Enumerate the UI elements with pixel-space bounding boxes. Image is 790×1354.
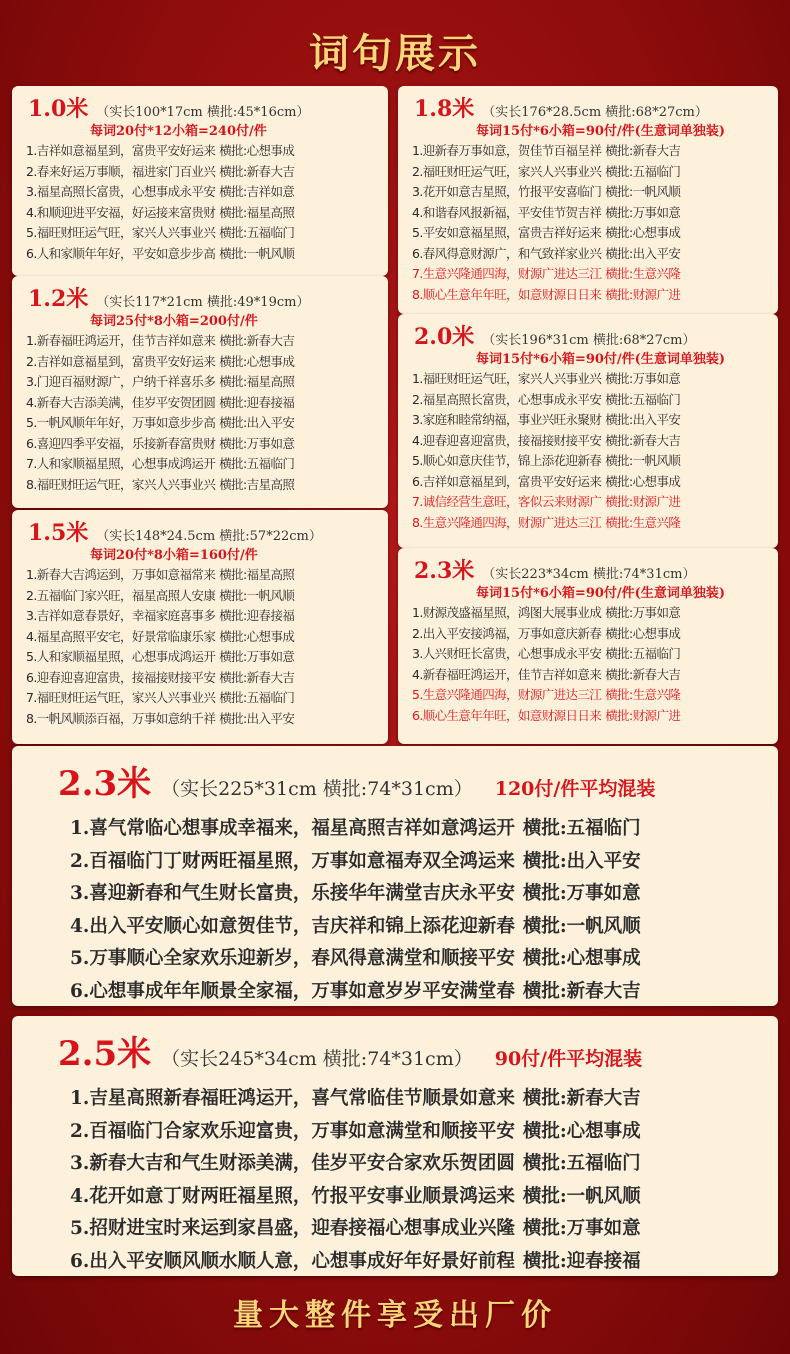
couplet-line: [398, 410, 778, 431]
horizontal-scroll-text: 横批:迎春接福: [219, 394, 295, 410]
couplet-text: 4.和谐春风报新福，平安佳节贺吉祥: [412, 204, 602, 220]
couplet-line: [398, 141, 778, 162]
horizontal-scroll-text: 横批:五福临门: [219, 456, 295, 471]
couplet-text: 6.喜迎四季平安福，乐接新春富贵财: [26, 435, 216, 451]
card-header: [398, 92, 778, 123]
packing-info: 每词15付*6小箱=90付/件(生意词单独装): [476, 586, 725, 601]
horizontal-scroll-text: 横批:出入平安: [219, 415, 295, 430]
horizontal-scroll-text: 横批:万事如意: [605, 371, 681, 386]
couplet-line: [398, 513, 778, 534]
dimension-spec: （实长148*24.5cm 横批:57*22cm）: [96, 529, 322, 544]
couplet-text: 5.招财进宝时来运到家昌盛，迎春接福心想事成业兴隆: [70, 1218, 515, 1239]
couplet-text: 3.人兴财旺长富贵，心想事成永平安: [412, 646, 602, 661]
couplet-text: 4.迎春迎喜迎富贵，接福接财接平安: [412, 432, 602, 448]
dimension-spec: （实长100*17cm 横批:45*16cm）: [96, 105, 310, 120]
horizontal-scroll-text: 横批:五福临门: [605, 391, 681, 407]
card-1-5m: [12, 510, 388, 744]
horizontal-scroll-text: 横批:一帆风顺: [605, 453, 681, 468]
horizontal-scroll-text: 横批:心想事成: [219, 143, 295, 158]
couplet-text: 1.财源茂盛福星照，鸿图大展事业成: [412, 605, 602, 620]
couplet-line: [12, 709, 388, 730]
couplet-line: [12, 1213, 778, 1246]
couplet-text: 4.新春大吉添美满，佳岁平安贺团圆: [26, 394, 216, 410]
horizontal-scroll-text: 横批:生意兴隆: [605, 687, 681, 702]
size-label: 2.0米: [414, 324, 475, 350]
card-header: [12, 282, 388, 313]
couplet-line: [12, 1148, 778, 1181]
couplet-line: [398, 644, 778, 665]
couplet-line: [12, 668, 388, 689]
couplet-text: 8.顺心生意年年旺，如意财源日日来: [412, 286, 602, 302]
couplet-text: 1.吉祥如意福星到，富贵平安好运来: [26, 143, 216, 158]
card-header: [12, 746, 778, 805]
horizontal-scroll-text: 横批:出入平安: [605, 245, 681, 261]
horizontal-scroll-text: 横批:新春大吉: [605, 666, 681, 682]
horizontal-scroll-text: 横批:迎春接福: [522, 1250, 641, 1272]
horizontal-scroll-text: 横批:出入平安: [219, 710, 295, 726]
horizontal-scroll-text: 横批:五福临门: [219, 690, 295, 705]
horizontal-scroll-text: 横批:万事如意: [522, 1218, 641, 1239]
horizontal-scroll-text: 横批:新春大吉: [522, 980, 641, 1002]
couplet-line: [398, 182, 778, 203]
couplet-line: [398, 451, 778, 472]
couplet-line: [12, 586, 388, 607]
footer-slogan: 量大整件享受出厂价: [233, 1298, 557, 1333]
couplet-text: 6.春风得意财源广，和气致祥家业兴: [412, 245, 602, 261]
packing-info: 90付/件平均混装: [494, 1048, 643, 1070]
packing-info: 每词15付*6小箱=90付/件(生意词单独装): [476, 352, 725, 367]
couplet-text: 6.人和家顺年年好，平安如意步步高: [26, 245, 216, 261]
dimension-spec: （实长223*34cm 横批:74*31cm）: [482, 567, 696, 582]
horizontal-scroll-text: 横批:出入平安: [605, 412, 681, 427]
horizontal-scroll-text: 横批:财源广进: [605, 286, 681, 302]
couplet-line: [398, 264, 778, 285]
size-label: 1.0米: [28, 96, 89, 122]
packing-info: 120付/件平均混装: [494, 778, 656, 800]
horizontal-scroll-text: 横批:新春大吉: [219, 669, 295, 685]
size-label: 2.5米: [58, 1034, 152, 1074]
couplet-line: [398, 472, 778, 493]
couplet-text: 4.新春福旺鸿运开，佳节吉祥如意来: [412, 666, 602, 682]
horizontal-scroll-text: 横批:福星高照: [219, 567, 295, 582]
couplet-text: 3.门迎百福财源广，户纳千祥喜乐多: [26, 374, 216, 389]
couplet-line: [12, 911, 778, 944]
couplet-line: [398, 244, 778, 265]
horizontal-scroll-text: 横批:新春大吉: [605, 143, 681, 158]
horizontal-scroll-text: 横批:财源广进: [605, 707, 681, 723]
couplet-line: [398, 603, 778, 624]
horizontal-scroll-text: 横批:五福临门: [219, 225, 295, 240]
couplet-text: 8.生意兴隆通四海，财源广进达三江: [412, 514, 602, 530]
couplet-text: 6.顺心生意年年旺，如意财源日日来: [412, 707, 602, 723]
horizontal-scroll-text: 横批:万事如意: [605, 605, 681, 620]
couplet-text: 7.福旺财旺运气旺，家兴人兴事业兴: [26, 690, 216, 705]
horizontal-scroll-text: 横批:福星高照: [219, 374, 295, 389]
couplet-line: [398, 624, 778, 645]
couplet-text: 3.花开如意吉星照，竹报平安喜临门: [412, 184, 602, 199]
couplet-text: 1.新春大吉鸿运到，万事如意福常来: [26, 567, 216, 582]
size-label: 2.3米: [58, 764, 152, 804]
packing-info: 每词15付*6小箱=90付/件(生意词单独装): [476, 124, 725, 139]
couplet-line: [12, 454, 388, 475]
couplet-text: 3.福星高照长富贵，心想事成永平安: [26, 184, 216, 199]
size-label: 2.3米: [414, 558, 475, 584]
horizontal-scroll-text: 横批:心想事成: [605, 225, 681, 240]
card-2-0m: [398, 314, 778, 548]
horizontal-scroll-text: 横批:五福临门: [522, 818, 641, 839]
horizontal-scroll-text: 横批:出入平安: [522, 850, 641, 872]
couplet-line: [12, 846, 778, 879]
couplet-text: 6.迎春迎喜迎富贵，接福接财接平安: [26, 669, 216, 685]
couplet-text: 2.五福临门家兴旺，福星高照人安康: [26, 587, 216, 603]
size-label: 1.8米: [414, 96, 475, 122]
horizontal-scroll-text: 横批:新春大吉: [605, 432, 681, 448]
couplet-text: 3.新春大吉和气生财添美满，佳岁平安合家欢乐贺团圆: [70, 1153, 515, 1174]
couplet-line: [12, 372, 388, 393]
dimension-spec: （实长196*31cm 横批:68*27cm）: [482, 333, 696, 348]
couplet-text: 3.吉祥如意春景好，幸福家庭喜事多: [26, 608, 216, 623]
horizontal-scroll-text: 横批:新春大吉: [219, 333, 295, 348]
card-1-2m: [12, 276, 388, 508]
couplet-text: 4.福星高照平安宅，好景常临康乐家: [26, 628, 216, 644]
page-title: 词句展示: [309, 30, 481, 77]
couplet-text: 8.一帆风顺添百福，万事如意纳千祥: [26, 710, 216, 726]
size-label: 1.5米: [28, 520, 89, 546]
horizontal-scroll-text: 横批:福星高照: [219, 204, 295, 220]
couplet-text: 5.人和家顺福星照，心想事成鸿运开: [26, 649, 216, 664]
couplet-text: 1.喜气常临心想事成幸福来，福星高照吉祥如意鸿运开: [70, 818, 515, 839]
horizontal-scroll-text: 横批:新春大吉: [219, 163, 295, 179]
couplet-text: 1.吉星高照新春福旺鸿运开，喜气常临佳节顺景如意来: [70, 1088, 515, 1109]
couplet-line: [398, 203, 778, 224]
horizontal-scroll-text: 横批:吉祥如意: [219, 184, 295, 199]
couplet-line: [12, 688, 388, 709]
horizontal-scroll-text: 横批:万事如意: [522, 883, 641, 904]
horizontal-scroll-text: 横批:一帆风顺: [522, 1185, 641, 1207]
couplet-text: 5.平安如意福星照，富贵吉祥好运来: [412, 225, 602, 240]
horizontal-scroll-text: 横批:一帆风顺: [219, 587, 295, 603]
card-1-0m: [12, 86, 388, 276]
couplet-line: [398, 162, 778, 183]
couplet-text: 7.人和家顺福星照，心想事成鸿运开: [26, 456, 216, 471]
couplet-line: [12, 976, 778, 1007]
card-header: [12, 92, 388, 123]
couplet-text: 2.出入平安接鸿福，万事如意庆新春: [412, 625, 602, 641]
card-header: [398, 320, 778, 351]
horizontal-scroll-text: 横批:五福临门: [522, 1153, 641, 1174]
horizontal-scroll-text: 横批:迎春接福: [219, 608, 295, 623]
card-1-8m: [398, 86, 778, 314]
couplet-line: [398, 492, 778, 513]
horizontal-scroll-text: 横批:心想事成: [219, 628, 295, 644]
horizontal-scroll-text: 横批:心想事成: [605, 473, 681, 489]
couplet-text: 6.心想事成年年顺景全家福，万事如意岁岁平安满堂春: [70, 980, 515, 1002]
couplet-line: [12, 141, 388, 162]
couplet-text: 4.出入平安顺心如意贺佳节，吉庆祥和锦上添花迎新春: [70, 915, 515, 937]
couplet-text: 1.迎新春万事如意，贺佳节百福呈祥: [412, 143, 602, 158]
horizontal-scroll-text: 横批:心想事成: [522, 948, 641, 969]
packing-info: 每词20付*12小箱=240付/件: [90, 124, 267, 139]
packing-info: 每词20付*8小箱=160付/件: [90, 548, 258, 563]
horizontal-scroll-text: 横批:心想事成: [605, 625, 681, 641]
couplet-line: [12, 223, 388, 244]
horizontal-scroll-text: 横批:万事如意: [219, 435, 295, 451]
card-2-3m-b: [12, 746, 778, 1006]
couplet-line: [12, 565, 388, 586]
couplet-line: [12, 1083, 778, 1116]
horizontal-scroll-text: 横批:心想事成: [522, 1120, 641, 1142]
horizontal-scroll-text: 横批:财源广进: [605, 494, 681, 509]
horizontal-scroll-text: 横批:吉星高照: [219, 476, 295, 492]
couplet-line: [398, 223, 778, 244]
couplet-text: 5.福旺财旺运气旺，家兴人兴事业兴: [26, 225, 216, 240]
dimension-spec: （实长245*34cm 横批:74*31cm）: [161, 1048, 473, 1070]
couplet-line: [398, 390, 778, 411]
couplet-text: 8.福旺财旺运气旺，家兴人兴事业兴: [26, 476, 216, 492]
couplet-line: [12, 393, 388, 414]
couplet-text: 2.春来好运万事顺，福进家门百业兴: [26, 163, 216, 179]
couplet-line: [12, 203, 388, 224]
couplet-line: [12, 943, 778, 976]
couplet-text: 2.福星高照长富贵，心想事成永平安: [412, 391, 602, 407]
couplet-text: 4.和顺迎进平安福，好运接来富贵财: [26, 204, 216, 220]
couplet-line: [398, 665, 778, 686]
couplet-line: [12, 1181, 778, 1214]
horizontal-scroll-text: 横批:万事如意: [219, 649, 295, 664]
couplet-text: 1.新春福旺鸿运开，佳节吉祥如意来: [26, 333, 216, 348]
couplet-line: [398, 285, 778, 306]
couplet-text: 2.福旺财旺运气旺，家兴人兴事业兴: [412, 163, 602, 179]
couplet-line: [12, 813, 778, 846]
card-2-5m: [12, 1016, 778, 1276]
couplet-text: 3.喜迎新春和气生财长富贵，乐接华年满堂吉庆永平安: [70, 883, 515, 904]
couplet-line: [398, 685, 778, 706]
packing-info: 每词25付*8小箱=200付/件: [90, 314, 258, 329]
couplet-text: 7.诚信经营生意旺，客似云来财源广: [412, 494, 602, 509]
couplet-text: 5.生意兴隆通四海，财源广进达三江: [412, 687, 602, 702]
couplet-text: 5.一帆风顺年年好，万事如意步步高: [26, 415, 216, 430]
couplet-text: 7.生意兴隆通四海，财源广进达三江: [412, 266, 602, 281]
card-2-3m-a: [398, 548, 778, 744]
couplet-line: [12, 1116, 778, 1149]
dimension-spec: （实长117*21cm 横批:49*19cm）: [96, 295, 310, 310]
couplet-line: [12, 182, 388, 203]
couplet-text: 5.顺心如意庆佳节，锦上添花迎新春: [412, 453, 602, 468]
couplet-text: 2.百福临门合家欢乐迎富贵，万事如意满堂和顺接平安: [70, 1120, 515, 1142]
card-header: [12, 1016, 778, 1075]
couplet-text: 1.福旺财旺运气旺，家兴人兴事业兴: [412, 371, 602, 386]
horizontal-scroll-text: 横批:一帆风顺: [522, 915, 641, 937]
couplet-line: [12, 434, 388, 455]
couplet-text: 2.百福临门丁财两旺福星照，万事如意福寿双全鸿运来: [70, 850, 515, 872]
dimension-spec: （实长225*31cm 横批:74*31cm）: [161, 778, 473, 800]
card-header: [398, 554, 778, 585]
couplet-line: [12, 878, 778, 911]
couplet-line: [12, 1246, 778, 1277]
couplet-line: [12, 627, 388, 648]
couplet-line: [398, 369, 778, 390]
size-label: 1.2米: [28, 286, 89, 312]
couplet-text: 6.吉祥如意福星到，富贵平安好运来: [412, 473, 602, 489]
couplet-line: [12, 352, 388, 373]
horizontal-scroll-text: 横批:一帆风顺: [605, 184, 681, 199]
couplet-line: [12, 244, 388, 265]
horizontal-scroll-text: 横批:生意兴隆: [605, 266, 681, 281]
horizontal-scroll-text: 横批:五福临门: [605, 646, 681, 661]
couplet-line: [398, 706, 778, 727]
couplet-text: 4.花开如意丁财两旺福星照，竹报平安事业顺景鸿运来: [70, 1185, 515, 1207]
couplet-line: [12, 647, 388, 668]
couplet-line: [12, 331, 388, 352]
couplet-line: [12, 162, 388, 183]
horizontal-scroll-text: 横批:五福临门: [605, 163, 681, 179]
couplet-line: [12, 413, 388, 434]
horizontal-scroll-text: 横批:生意兴隆: [605, 514, 681, 530]
horizontal-scroll-text: 横批:心想事成: [219, 353, 295, 369]
couplet-line: [398, 431, 778, 452]
couplet-text: 6.出入平安顺风顺水顺人意，心想事成好年好景好前程: [70, 1250, 515, 1272]
horizontal-scroll-text: 横批:新春大吉: [522, 1088, 641, 1109]
horizontal-scroll-text: 横批:万事如意: [605, 204, 681, 220]
couplet-line: [12, 606, 388, 627]
couplet-text: 5.万事顺心全家欢乐迎新岁，春风得意满堂和顺接平安: [70, 948, 515, 969]
couplet-text: 2.吉祥如意福星到，富贵平安好运来: [26, 353, 216, 369]
dimension-spec: （实长176*28.5cm 横批:68*27cm）: [482, 105, 708, 120]
horizontal-scroll-text: 横批:一帆风顺: [219, 245, 295, 261]
card-header: [12, 516, 388, 547]
couplet-text: 3.家庭和睦常纳福，事业兴旺永聚财: [412, 412, 602, 427]
couplet-line: [12, 475, 388, 496]
